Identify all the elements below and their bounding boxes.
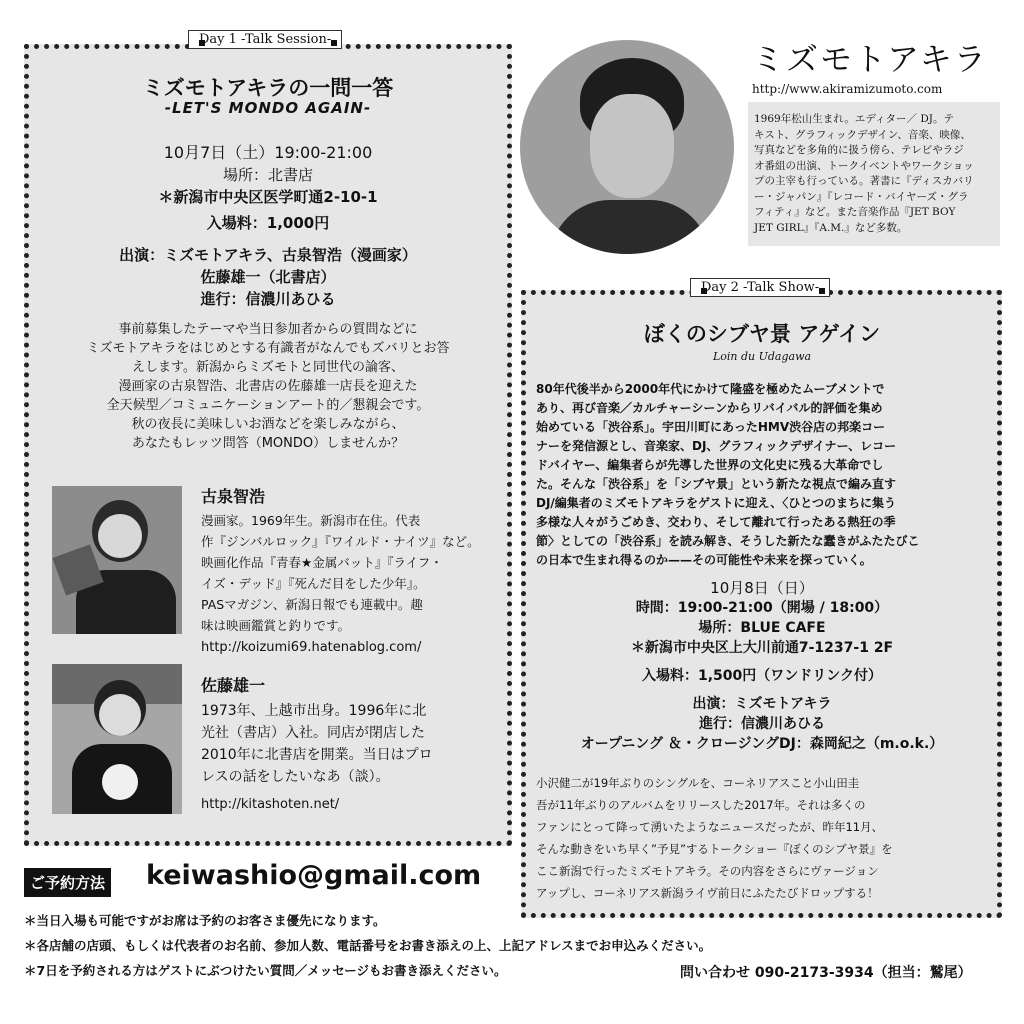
note-line: 小沢健二が19年ぶりのシングルを、コーネリアスこと小山田圭 <box>536 776 860 790</box>
reservation-label: ご予約方法 <box>24 868 111 897</box>
note-line: ＊当日入場も可能ですがお席は予約のお客さま優先になります。 <box>24 913 386 928</box>
bio-line: 1969年松山生まれ。エディター／ DJ。テ <box>754 113 954 125</box>
bio-line: 味は映画鑑賞と釣りです。 <box>201 618 351 633</box>
day1-address: ＊新潟市中央区医学町通2-10-1 <box>158 188 378 206</box>
note-line: ＊7日を予約される方はゲストにぶつけたい質問／メッセージもお書き添えください。 <box>24 963 507 978</box>
day2-address: ＊新潟市中央区上大川前通7-1237-1 2F <box>630 640 894 656</box>
description-line: 節〉としての「渋谷系」を読み解き、そうした新たな蠢きがふたたびこ <box>536 534 920 548</box>
day2-date: 10月8日（日） <box>710 579 814 597</box>
bio-line: オ番組の出演、トークイベントやワークショッ <box>754 159 974 172</box>
day1-title: ミズモトアキラの一問一答 <box>142 76 394 100</box>
day2-tag: Day 2 -Talk Show- <box>690 278 830 297</box>
profile-name: ミズモトアキラ <box>752 40 988 78</box>
guest1-url[interactable]: http://koizumi69.hatenablog.com/ <box>201 640 422 655</box>
description-line: 始めている「渋谷系」。宇田川町にあったHMV渋谷店の邦楽コー <box>536 420 886 434</box>
guest2-bio <box>201 700 501 788</box>
reservation-email[interactable]: keiwashio@gmail.com <box>146 860 482 891</box>
day1-venue: 場所：北書店 <box>222 166 313 184</box>
guest2-name: 佐藤雄一 <box>201 676 266 695</box>
day1-subtitle: -LET'S MONDO AGAIN- <box>164 99 372 117</box>
day2-venue: 場所：BLUE CAFE <box>698 620 826 636</box>
bio-line: PASマガジン、新潟日報でも連載中。趣 <box>201 597 423 612</box>
guest1-name: 古泉智浩 <box>201 487 266 506</box>
bio-line: JET GIRL』『A.M.』など多数。 <box>754 221 908 234</box>
description-line: 全天候型／コミュニケーションアート的／懇親会です。 <box>106 398 430 413</box>
description-line: DJ/編集者のミズモトアキラをゲストに迎え、〈ひとつのまちに集う <box>536 496 896 510</box>
bio-line: 映画化作品『青春★金属バット』『ライフ・ <box>201 555 443 570</box>
bio-line: キスト、グラフィックデザイン、音楽、映像、 <box>754 128 971 141</box>
day2-description <box>536 380 996 570</box>
description-line: えします。新潟からミズモトと同世代の論客、 <box>132 360 404 375</box>
description-line: 多様な人々がうごめき、交わり、そして離れて行ったある熱狂の季 <box>536 515 896 529</box>
bio-line: フィティ』など。また音楽作品『JET BOY <box>754 206 956 218</box>
day1-cast: 出演：ミズモトアキラ、古泉智浩（漫画家） <box>119 246 417 264</box>
description-line: あり、再び音楽／カルチャーシーンからリバイバル的評価を集め <box>536 401 883 415</box>
day1-tag: Day 1 -Talk Session- <box>188 30 342 49</box>
description-line: ドバイヤー、編集者らが先導した世界の文化史に残る大革命でし <box>536 458 884 472</box>
bio-line: イズ・デッド』『死んだ目をした少年』。 <box>201 576 426 591</box>
note-line: アップし、コーネリアス新潟ライヴ前日にふたたびドロップする！ <box>536 886 879 900</box>
contact-phone: 問い合わせ 090-2173-3934（担当：鷲尾） <box>680 965 972 981</box>
note-line: 吾が11年ぶりのアルバムをリリースした2017年。それは多くの <box>536 798 866 812</box>
day2-fee: 入場料：1,500円（ワンドリンク付） <box>641 668 882 684</box>
description-line: 80年代後半から2000年代にかけて隆盛を極めたムーブメントで <box>536 382 885 396</box>
description-line: あなたもレッツ問答（MONDO）しませんか？ <box>131 436 405 451</box>
day2-cast: 出演：ミズモトアキラ <box>692 696 832 712</box>
day1-info <box>30 142 506 310</box>
guest1-photo <box>52 486 182 634</box>
day2-info <box>526 578 998 754</box>
day1-datetime: 10月7日（土）19:00-21:00 <box>163 143 373 162</box>
day1-cast-2: 佐藤雄一（北書店） <box>200 268 336 286</box>
bio-line: 漫画家。1969年生。新潟市在住。代表 <box>201 513 421 528</box>
note-line: そんな動きをいち早く”予見”するトークショー『ぼくのシブヤ景』を <box>536 842 893 856</box>
bio-line: 2010年に北書店を開業。当日はプロ <box>201 747 433 763</box>
day2-time: 時間：19:00-21:00（開場 / 18:00） <box>635 600 889 616</box>
bio-line: 光社（書店）入社。同店が閉店した <box>201 725 425 741</box>
description-line: 事前募集したテーマや当日参加者からの質問などに <box>118 322 418 337</box>
day2-subtitle: Loin du Udagawa <box>712 350 812 363</box>
bio-line: 写真などを多角的に扱う傍ら、テレビやラジ <box>754 144 964 156</box>
bio-line: 作『ジンバルロック』『ワイルド・ナイツ』など。 <box>201 534 480 549</box>
bio-line: 1973年、上越市出身。1996年に北 <box>201 703 427 719</box>
bio-line: プの主宰も行っている。著書に『ディスカバリ <box>754 175 974 187</box>
day1-fee: 入場料：1,000円 <box>206 214 330 232</box>
bio-line: ー・ジャパン』『レコード・バイヤーズ・グラ <box>754 190 969 203</box>
day1-description <box>30 320 506 453</box>
description-line: た。そんな「渋谷系」を「シブヤ景」という新たな視点で編み直す <box>536 477 897 491</box>
profile-bio <box>748 102 1000 246</box>
day2-host: 進行：信濃川あひる <box>699 716 825 732</box>
note-line: ＊各店舗の店頭、もしくは代表者のお名前、参加人数、電話番号をお書き添えの上、上記アドレスまでお申込みください。 <box>24 938 712 953</box>
description-line: 漫画家の古泉智浩、北書店の佐藤雄一店長を迎えた <box>118 379 418 394</box>
guest1-bio <box>201 510 501 636</box>
description-line: の日本で生まれ得るのか——その可能性や未来を探っていく。 <box>536 553 872 567</box>
description-line: 秋の夜長に美味しいお酒などを楽しみながら、 <box>131 417 405 432</box>
day1-host: 進行：信濃川あひる <box>200 290 336 308</box>
description-line: ナーを発信源とし、音楽家、DJ、グラフィックデザイナー、レコー <box>536 439 897 453</box>
note-line: ここ新潟で行ったミズモトアキラ。その内容をさらにヴァージョン <box>536 864 879 878</box>
bio-line: レスの話をしたいなあ（談）。 <box>201 769 390 785</box>
guest2-url[interactable]: http://kitashoten.net/ <box>201 797 340 812</box>
profile-url[interactable]: http://www.akiramizumoto.com <box>752 82 943 96</box>
day2-note <box>536 772 996 904</box>
description-line: ミズモトアキラをはじめとする有識者がなんでもズバリとお答 <box>86 341 450 356</box>
day2-title: ぼくのシブヤ景 アゲイン <box>643 322 881 346</box>
day2-dj: オープニング ＆・クロージングDJ：森岡紀之（m.o.k.） <box>580 736 944 752</box>
guest2-photo <box>52 664 182 814</box>
mizumoto-portrait <box>520 40 734 254</box>
note-line: ファンにとって降って湧いたようなニュースだったが、昨年11月、 <box>536 820 884 834</box>
